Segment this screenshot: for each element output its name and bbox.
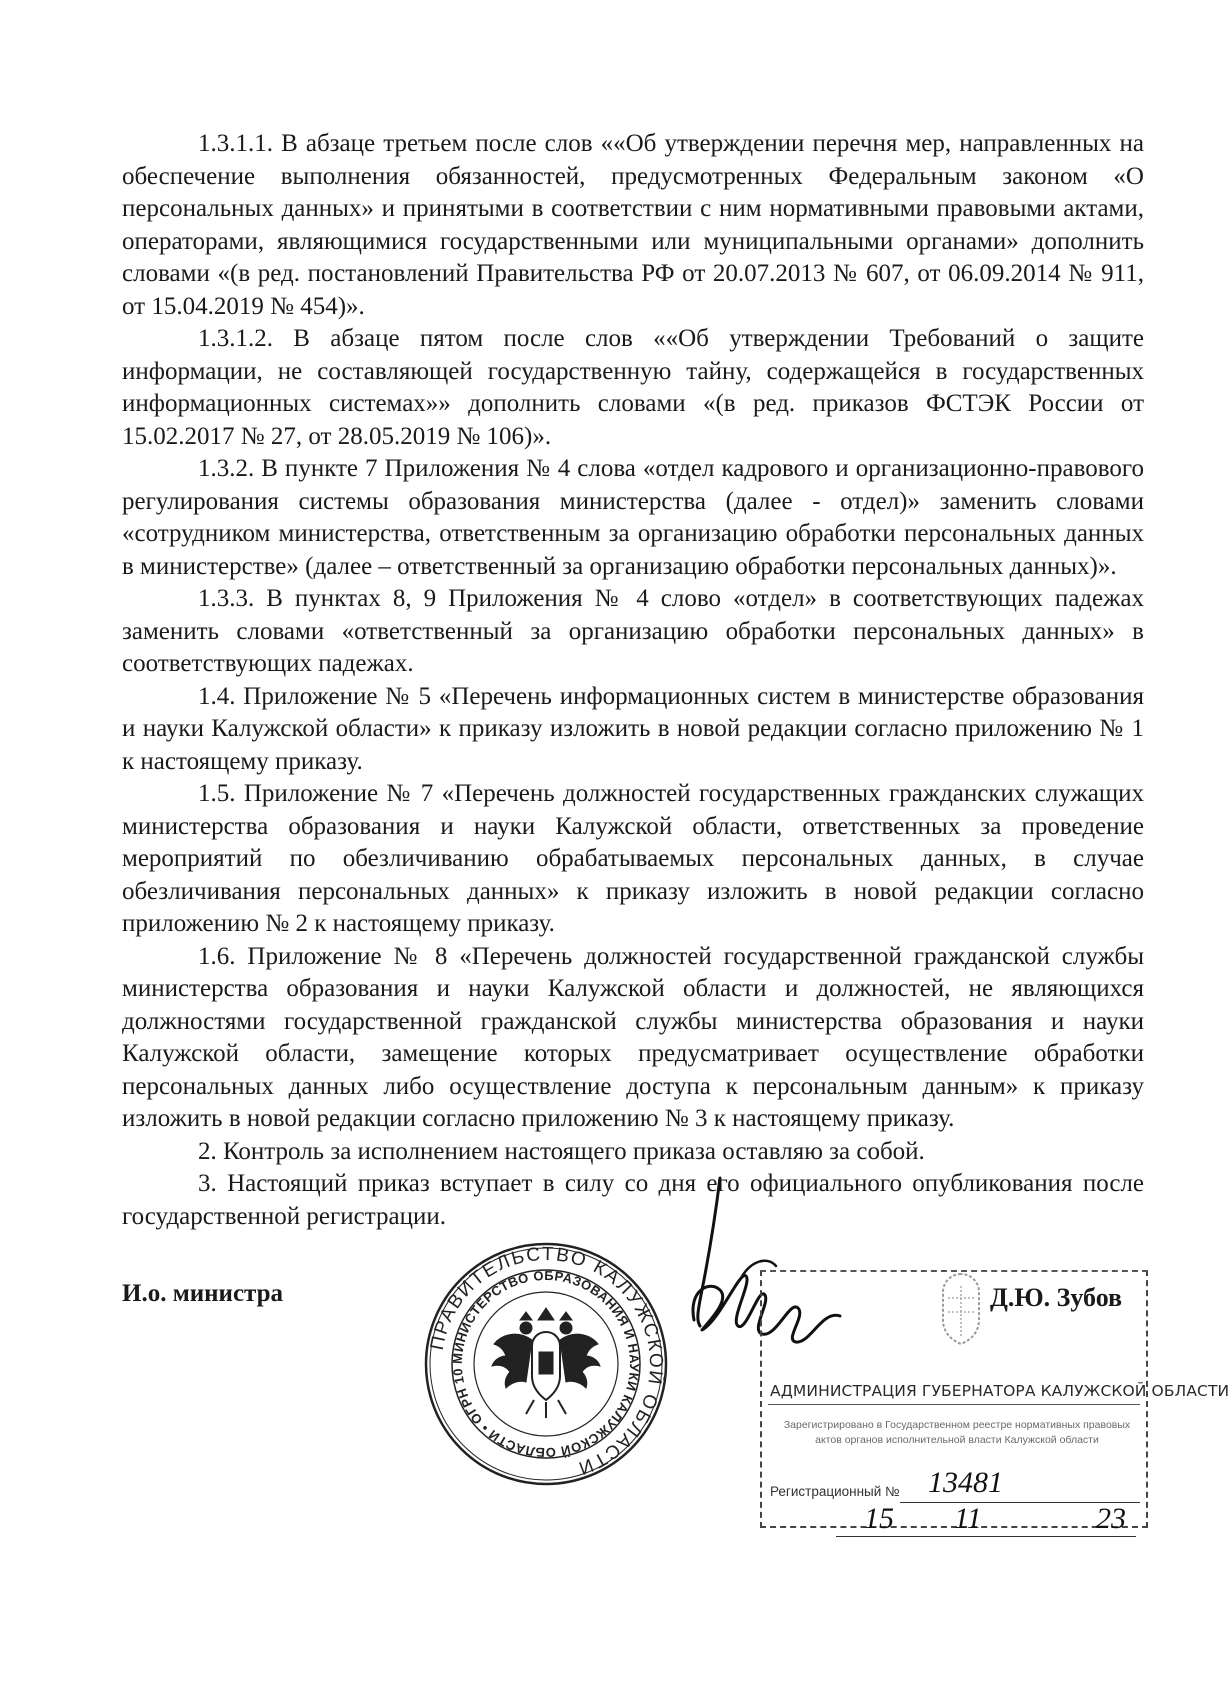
seal-inner-text: МИНИСТЕРСТВО ОБРАЗОВАНИЯ И НАУКИ КАЛУЖСКОЙ ОБЛАСТИ • ОГРН 10	[449, 1267, 643, 1461]
signatory-name: Д.Ю. Зубов	[990, 1283, 1123, 1312]
paragraph-1-4: 1.4. Приложение № 5 «Перечень информационных систем в министерстве образования и науки Калужской области» к приказу изложить в новой редакции согласно приложению № 1 к настоящему приказу.	[122, 682, 1144, 775]
official-seal	[422, 1240, 670, 1488]
registration-stamp-separator	[768, 1404, 1140, 1405]
registration-number-label: Регистрационный №	[770, 1484, 900, 1499]
registration-date-underline	[836, 1536, 1136, 1537]
registration-date	[836, 1502, 1146, 1535]
paragraph-3: 3. Настоящий приказ вступает в силу со дня его официального опубликования после государственной регистрации.	[122, 1170, 1144, 1230]
registration-date-day: 15	[864, 1502, 894, 1535]
eagle-emblem-icon	[492, 1308, 600, 1418]
document-body	[122, 128, 1144, 1233]
paragraph-1-3-2: 1.3.2. В пункте 7 Приложения № 4 слова «отдел кадрового и организационно-правового регулирования системы образования министерства (далее - отдел)» заменить словами «сотрудником министерства, ответственным за организацию обработки персональных данных в министерстве» (далее – ответственный за организацию обработки персональных данных)».	[122, 455, 1144, 580]
paragraph-1-3-1-1: 1.3.1.1. В абзаце третьем после слов ««Об утверждении перечня мер, направленных на обеспечение выполнения обязанностей, предусмотренных Федеральным законом «О персональных данных» и принятыми в соответствии с ним нормативными правовыми актами, операторами, являющимися государственными или муниципальными органами» дополнить словами «(в ред. постановлений Правительства РФ от 20.07.2013 № 607, от 06.09.2014 № 911, от 15.04.2019 № 454)».	[122, 130, 1144, 320]
faint-emblem-icon	[930, 1268, 992, 1348]
registration-date-year: 23	[1096, 1502, 1126, 1535]
paragraph-1-6: 1.6. Приложение № 8 «Перечень должностей государственной гражданской службы министерства образования и науки Калужской области и должностей, не являющихся должностями государственной гражданской службы министерства образования и науки Калужской области, замещение которых предусматривает осуществление обработки персональных данных либо осуществление доступа к персональным данным» к приказу изложить в новой редакции согласно приложению № 3 к настоящему приказу.	[122, 942, 1144, 1132]
paragraph-1-3-3: 1.3.3. В пунктах 8, 9 Приложения № 4 слово «отдел» в соответствующих падежах заменить словами «ответственный за организацию обработки персональных данных» в соответствующих падежах.	[122, 585, 1144, 677]
seal-outer-text: ПРАВИТЕЛЬСТВО КАЛУЖСКОЙ ОБЛАСТИ	[426, 1243, 667, 1479]
registration-stamp-text: Зарегистрировано в Государственном реестре нормативных правовых актов органов исполнительной власти Калужской области	[783, 1419, 1131, 1446]
registration-stamp-header: АДМИНИСТРАЦИЯ ГУБЕРНАТОРА КАЛУЖСКОЙ ОБЛАСТИ	[770, 1382, 1229, 1400]
paragraph-2: 2. Контроль за исполнением настоящего приказа оставляю за собой.	[198, 1137, 925, 1165]
registration-date-month: 11	[954, 1502, 982, 1535]
registration-number-value: 13481	[928, 1466, 1003, 1499]
paragraph-1-5: 1.5. Приложение № 7 «Перечень должностей государственных гражданских служащих министерства образования и науки Калужской области, ответственных за проведение мероприятий по обезличиванию обрабатываемых персональных данных, в случае обезличивания персональных данных» к приказу изложить в новой редакции согласно приложению № 2 к настоящему приказу.	[122, 780, 1144, 937]
paragraph-1-3-1-2: 1.3.1.2. В абзаце пятом после слов ««Об утверждении Требований о защите информации, не составляющей государственную тайну, содержащейся в государственных информационных системах»» дополнить словами «(в ред. приказов ФСТЭК России от 15.02.2017 № 27, от 28.05.2019 № 106)».	[122, 325, 1144, 450]
signatory-title: И.о. министра	[122, 1280, 284, 1307]
